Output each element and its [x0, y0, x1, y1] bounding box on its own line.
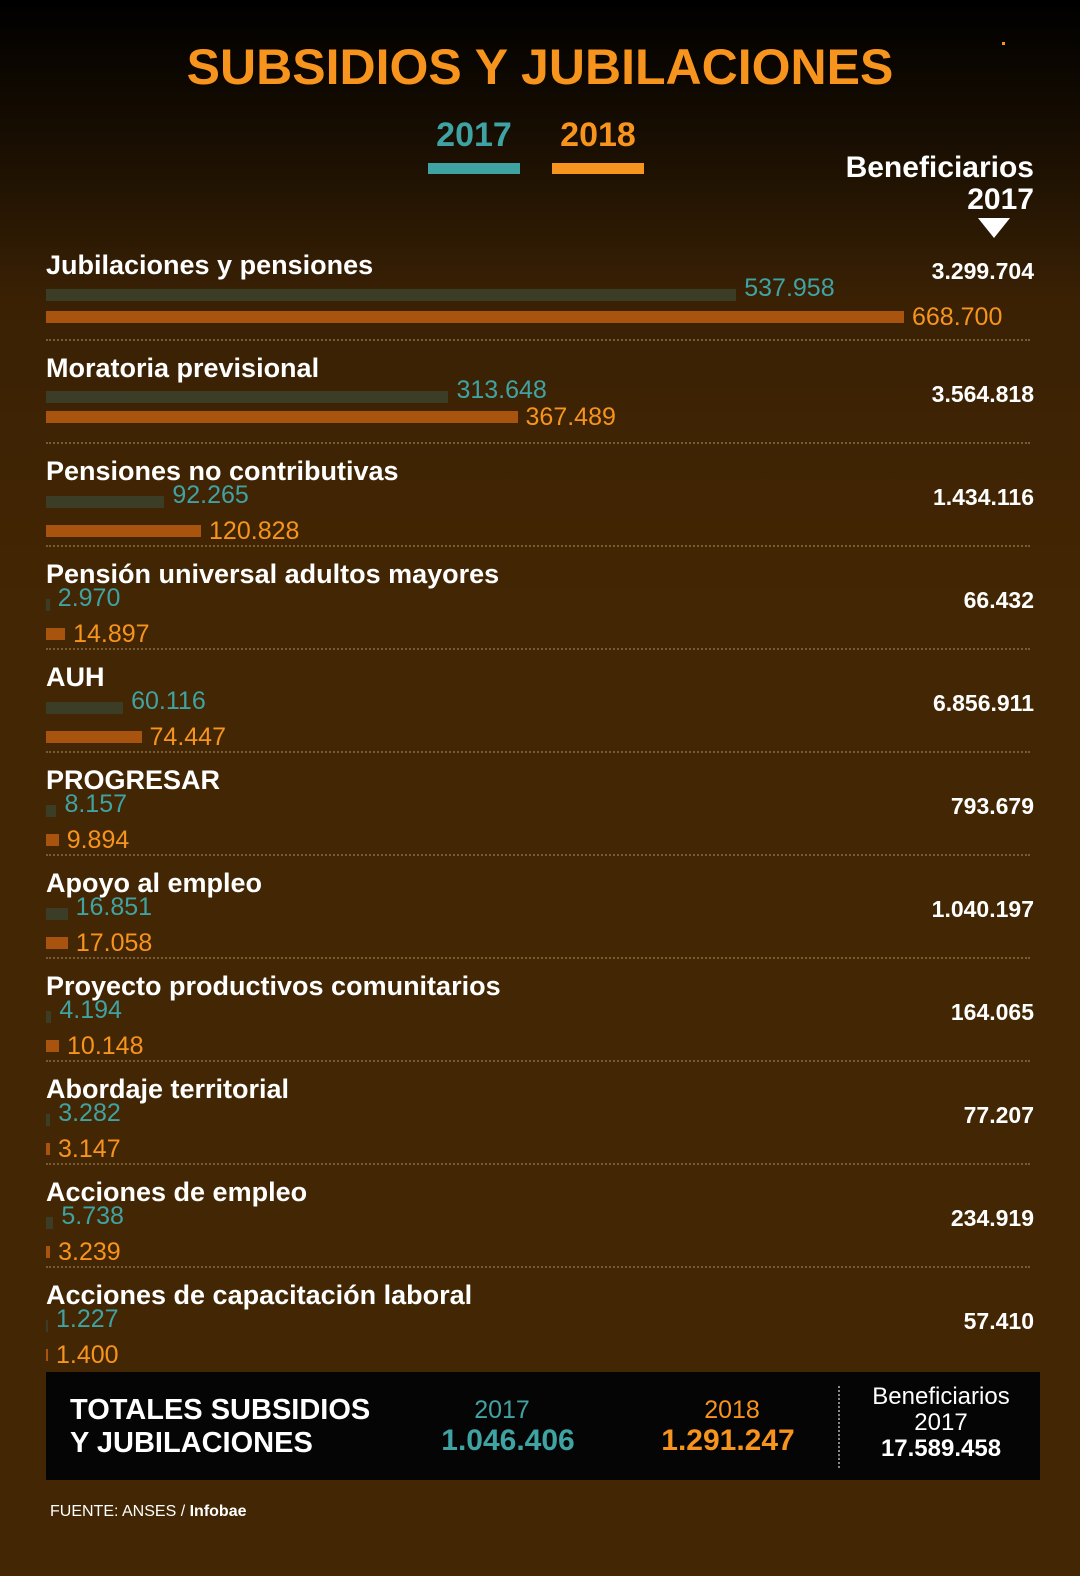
- category-label: Pensiones no contributivas: [46, 456, 399, 486]
- category-label: PROGRESAR: [46, 765, 221, 795]
- row-divider: [46, 751, 1030, 753]
- bar-2017: [46, 599, 50, 611]
- chart-row: [0, 662, 1080, 765]
- data-label-2018: 9.894: [66, 826, 130, 854]
- data-label-2017: 16.851: [75, 893, 153, 921]
- data-label-2017: 313.648: [456, 376, 547, 404]
- bar-2017: [46, 908, 68, 920]
- totals-year-2017: 2017: [474, 1396, 530, 1424]
- bar-2017: [46, 1217, 53, 1229]
- data-label-2017: 5.738: [61, 1202, 124, 1230]
- data-label-2017: 60.116: [131, 687, 206, 715]
- row-divider: [46, 1163, 1030, 1165]
- bar-2017: [46, 391, 448, 403]
- chart-row: [0, 1280, 1080, 1383]
- chart-row: [0, 559, 1080, 662]
- bar-2018: [46, 731, 142, 743]
- legend-label-2017: 2017: [436, 116, 512, 154]
- beneficiarios-value: 1.040.197: [931, 896, 1034, 922]
- data-label-2018: 668.700: [912, 303, 1003, 331]
- data-label-2018: 74.447: [149, 723, 226, 751]
- beneficiarios-header-line2: 2017: [967, 183, 1034, 216]
- bar-2017: [46, 289, 736, 301]
- bar-2017: [46, 1114, 50, 1126]
- bar-2017: [46, 805, 56, 817]
- chart-row: [0, 353, 1080, 456]
- beneficiarios-value: 1.434.116: [932, 484, 1034, 510]
- bar-2018: [46, 311, 904, 323]
- category-label: Pensión universal adultos mayores: [46, 559, 500, 589]
- bar-2018: [46, 1143, 50, 1155]
- data-label-2018: 120.828: [209, 517, 300, 545]
- totals-label-line1: TOTALES SUBSIDIOS: [70, 1394, 371, 1426]
- chart-row: [0, 971, 1080, 1074]
- bar-2018: [46, 834, 59, 846]
- row-divider: [46, 957, 1030, 959]
- beneficiarios-value: 66.432: [963, 587, 1034, 613]
- row-divider: [46, 1266, 1030, 1268]
- chart-row: [0, 250, 1080, 353]
- source-note: [50, 1503, 246, 1521]
- beneficiarios-value: 793.679: [950, 793, 1034, 819]
- row-divider: [46, 648, 1030, 650]
- source-brand: Infobae: [189, 1503, 247, 1520]
- beneficiarios-value: 3.299.704: [931, 258, 1034, 284]
- chart-row: [0, 1074, 1080, 1177]
- totals-label-line2: Y JUBILACIONES: [70, 1427, 313, 1459]
- chart-title: SUBSIDIOS Y JUBILACIONES: [186, 39, 894, 95]
- data-label-2017: 537.958: [744, 274, 835, 302]
- totals-value-2018: 1.291.247: [661, 1424, 795, 1457]
- category-label: Acciones de capacitación laboral: [46, 1280, 473, 1310]
- totals-divider: [838, 1386, 840, 1468]
- chart-row: [0, 456, 1080, 559]
- data-label-2017: 2.970: [57, 584, 121, 612]
- data-label-2018: 10.148: [67, 1032, 144, 1060]
- data-label-2017: 8.157: [64, 790, 128, 818]
- bar-2018: [46, 1246, 50, 1258]
- totals-label: [70, 1394, 370, 1460]
- row-divider: [46, 545, 1030, 547]
- bar-2018: [46, 937, 68, 949]
- data-label-2017: 1.227: [56, 1305, 119, 1333]
- category-label: Acciones de empleo: [46, 1177, 308, 1207]
- category-label: Proyecto productivos comunitarios: [46, 971, 501, 1001]
- row-divider: [46, 854, 1030, 856]
- category-label: Abordaje territorial: [46, 1074, 290, 1104]
- row-divider: [46, 1060, 1030, 1062]
- data-label-2018: 14.897: [73, 620, 150, 648]
- data-label-2018: 1.400: [56, 1341, 119, 1369]
- bar-2017: [46, 1011, 51, 1023]
- totals-beneficiarios: [856, 1384, 1026, 1462]
- data-label-2018: 17.058: [75, 929, 153, 957]
- beneficiarios-value: 6.856.911: [932, 690, 1034, 716]
- legend-swatch-2017: [428, 163, 520, 174]
- data-label-2018: 367.489: [525, 403, 616, 431]
- beneficiarios-header-line1: Beneficiarios: [845, 151, 1034, 184]
- data-label-2018: 3.147: [58, 1135, 121, 1163]
- legend-label-2018: 2018: [560, 116, 636, 154]
- data-label-2018: 3.239: [58, 1238, 121, 1266]
- legend-swatch-2018: [552, 163, 644, 174]
- bar-2018: [46, 1349, 48, 1361]
- row-divider: [46, 339, 1030, 341]
- data-label-2017: 92.265: [172, 481, 249, 509]
- bar-2017: [46, 496, 164, 508]
- chart-row: [0, 1177, 1080, 1280]
- data-label-2017: 4.194: [59, 996, 122, 1024]
- data-label-2017: 3.282: [58, 1099, 121, 1127]
- bar-2018: [46, 628, 65, 640]
- down-arrow-icon: [978, 218, 1010, 238]
- category-label: Moratoria previsional: [46, 353, 320, 383]
- totals-value-2017: 1.046.406: [441, 1424, 575, 1457]
- bar-2018: [46, 525, 201, 537]
- totals-panel: [46, 1372, 1040, 1480]
- category-label: AUH: [46, 662, 105, 692]
- totals-bene-line2: 2017: [914, 1409, 968, 1436]
- beneficiarios-header: [846, 152, 1034, 216]
- bar-2018: [46, 411, 518, 423]
- row-divider: [46, 442, 1030, 444]
- bar-2017: [46, 702, 123, 714]
- beneficiarios-value: 234.919: [950, 1205, 1034, 1231]
- beneficiarios-value: 57.410: [963, 1308, 1034, 1334]
- totals-year-2018: 2018: [704, 1396, 760, 1424]
- source-prefix: FUENTE: ANSES /: [50, 1503, 190, 1520]
- chart-row: [0, 765, 1080, 868]
- beneficiarios-value: 3.564.818: [931, 381, 1034, 407]
- totals-bene-line1: Beneficiarios: [872, 1383, 1010, 1410]
- chart-row: [0, 868, 1080, 971]
- beneficiarios-value: 77.207: [963, 1102, 1034, 1128]
- bar-2018: [46, 1040, 59, 1052]
- bar-2017: [46, 1320, 48, 1332]
- totals-bene-value: 17.589.458: [880, 1435, 1002, 1462]
- category-label: Apoyo al empleo: [46, 868, 263, 898]
- category-label: Jubilaciones y pensiones: [46, 250, 374, 280]
- beneficiarios-value: 164.065: [950, 999, 1034, 1025]
